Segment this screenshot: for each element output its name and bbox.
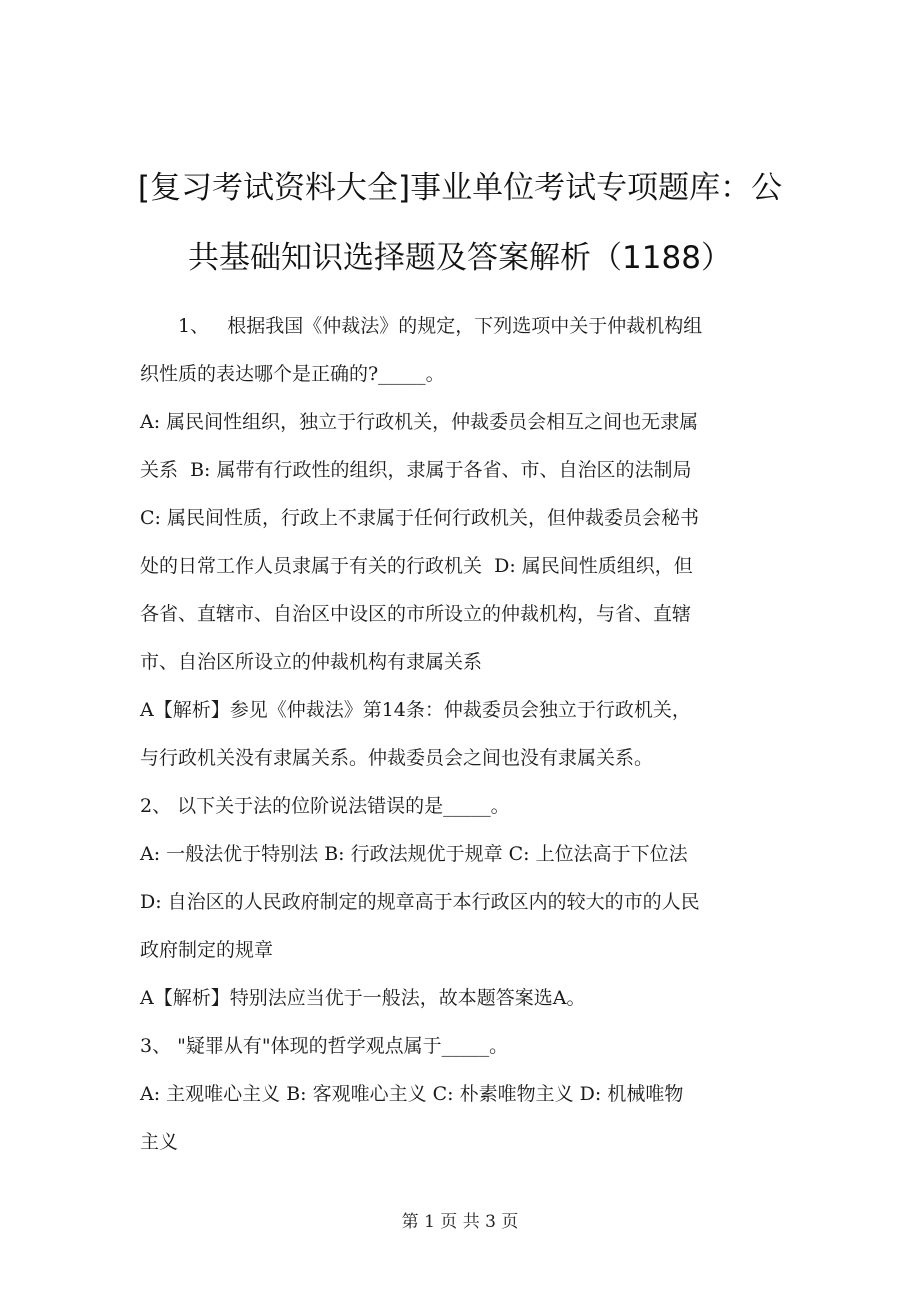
document-body <box>140 302 785 1166</box>
question-1-options-line: 市、自治区所设立的仲裁机构有隶属关系 <box>140 651 483 673</box>
question-1-options-line: 关系 B: 属带有行政性的组织，隶属于各省、市、自治区的法制局 <box>140 459 692 481</box>
question-2-answer-line: A【解析】特别法应当优于一般法，故本题答案选A。 <box>140 987 586 1009</box>
question-1-stem-line: 1、 根据我国《仲裁法》的规定，下列选项中关于仲裁机构组 <box>178 315 703 337</box>
document-title-line-1: [复习考试资料大全]事业单位考试专项题库：公 <box>137 170 783 206</box>
page-number-footer: 第 1 页 共 3 页 <box>401 1212 519 1232</box>
question-1-options-line: C: 属民间性质，行政上不隶属于任何行政机关，但仲裁委员会秘书 <box>140 507 699 529</box>
question-1-answer-line: 与行政机关没有隶属关系。仲裁委员会之间也没有隶属关系。 <box>140 747 654 769</box>
question-1-options-line: A: 属民间性组织，独立于行政机关，仲裁委员会相互之间也无隶属 <box>140 411 699 433</box>
question-2-options-line: 政府制定的规章 <box>140 939 274 961</box>
question-2-stem-line: 2、 以下关于法的位阶说法错误的是_____。 <box>140 795 510 817</box>
question-1-answer-line: A【解析】参见《仲裁法》第14条：仲裁委员会独立于行政机关， <box>140 699 691 721</box>
document-title-line-2: 共基础知识选择题及答案解析（1188） <box>188 240 732 276</box>
question-1-options-line: 各省、直辖市、自治区中设区的市所设立的仲裁机构，与省、直辖 <box>140 603 692 625</box>
question-1-stem-line: 织性质的表达哪个是正确的?_____。 <box>140 363 445 385</box>
question-3-stem-line: 3、 "疑罪从有"体现的哲学观点属于_____。 <box>140 1035 509 1057</box>
question-2-options-line: A: 一般法优于特别法 B: 行政法规优于规章 C: 上位法高于下位法 <box>140 843 688 865</box>
question-3-options-line: A: 主观唯心主义 B: 客观唯心主义 C: 朴素唯物主义 D: 机械唯物 <box>140 1083 684 1105</box>
question-1-options-line: 处的日常工作人员隶属于有关的行政机关 D: 属民间性质组织，但 <box>140 555 693 577</box>
question-2-options-line: D: 自治区的人民政府制定的规章高于本行政区内的较大的市的人民 <box>140 891 700 913</box>
question-3-options-line: 主义 <box>140 1131 179 1153</box>
